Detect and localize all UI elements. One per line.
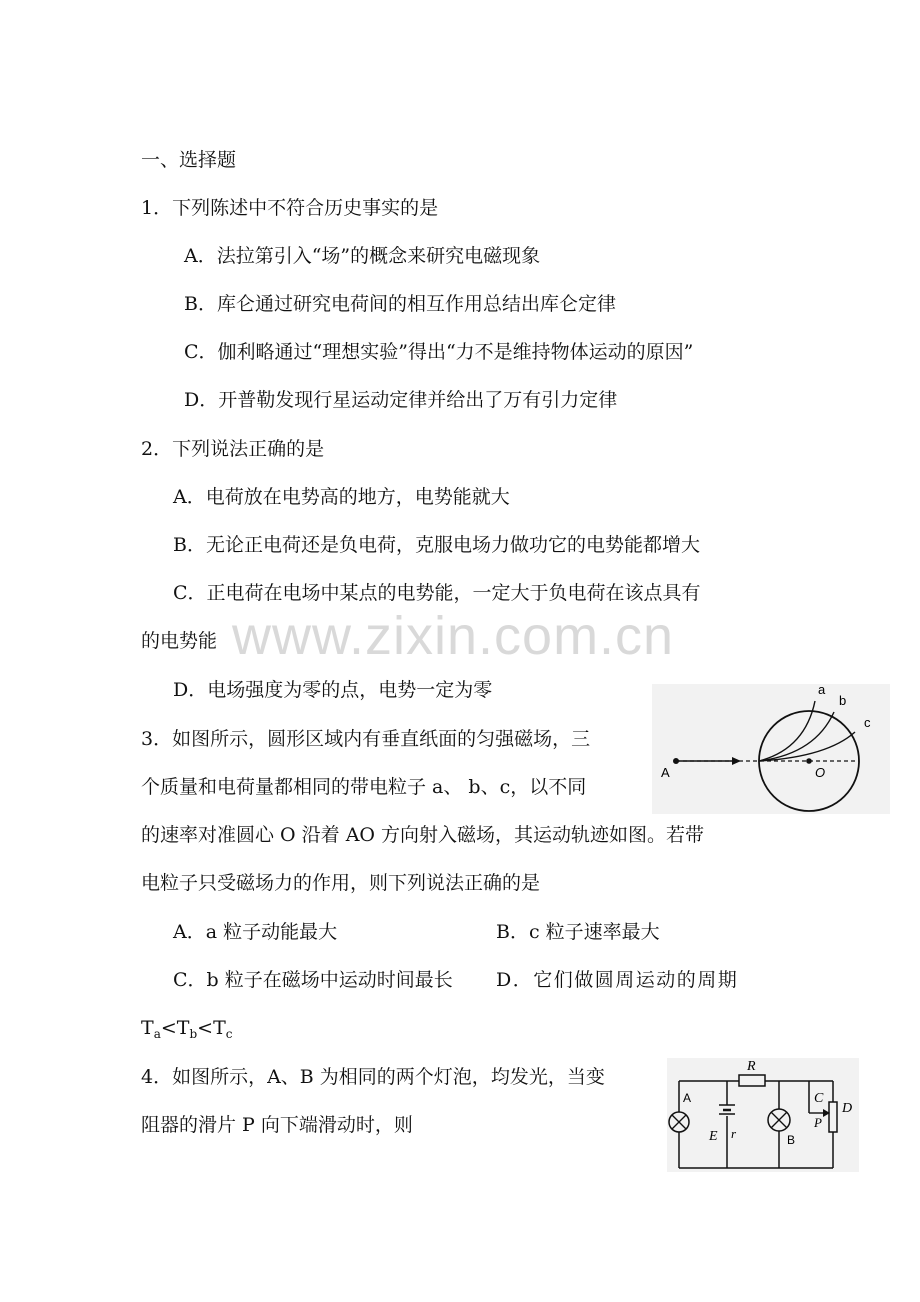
label-d: D	[842, 1101, 853, 1116]
question-2-option-b: B．无论正电荷还是负电荷，克服电场力做功它的电势能都增大	[173, 534, 700, 556]
question-1-option-b: B．库仑通过研究电荷间的相互作用总结出库仑定律	[184, 293, 616, 315]
label-b: b	[839, 693, 847, 708]
question-2-stem: 2．下列说法正确的是	[141, 438, 325, 460]
question-3-option-c: C．b 粒子在磁场中运动时间最长	[173, 969, 453, 991]
period-symbol: T	[141, 1017, 154, 1039]
resistor-r-icon	[739, 1075, 765, 1086]
question-3-period-relation	[141, 1016, 232, 1046]
center-o-dot	[806, 758, 812, 764]
label-lamp-a: A	[683, 1091, 692, 1105]
period-symbol: T	[176, 1017, 190, 1039]
watermark: www.zixin.com.cn	[232, 606, 675, 666]
question-1-option-d: D．开普勒发现行星运动定律并给出了万有引力定律	[184, 389, 618, 411]
point-a-dot	[673, 758, 679, 764]
label-r-internal: r	[731, 1126, 737, 1141]
section-title: 一、选择题	[141, 149, 237, 171]
label-e: E	[709, 1129, 718, 1144]
question-3-stem-line-1: 3．如图所示，圆形区域内有垂直纸面的匀强磁场，三	[141, 728, 591, 750]
label-c: C	[814, 1091, 824, 1106]
label-a: a	[818, 684, 826, 697]
question-3-stem-line-2: 个质量和电荷量都相同的带电粒子 a、 b、c，以不同	[141, 776, 587, 798]
question-4-stem-line-1: 4．如图所示，A、B 为相同的两个灯泡，均发光，当变	[141, 1066, 605, 1088]
question-2-option-a: A．电荷放在电势高的地方，电势能就大	[173, 486, 510, 508]
label-p: P	[814, 1115, 822, 1130]
magnetic-field-figure	[652, 684, 890, 814]
question-1-option-a: A．法拉第引入“场”的概念来研究电磁现象	[184, 245, 541, 267]
circuit-figure	[667, 1058, 859, 1172]
question-2-option-c: C．正电荷在电场中某点的电势能，一定大于负电荷在该点具有	[173, 582, 701, 604]
question-1-option-c: C．伽利略通过“理想实验”得出“力不是维持物体运动的原因”	[184, 341, 694, 363]
question-3-option-a: A．a 粒子动能最大	[173, 921, 338, 943]
question-2-option-d: D．电场强度为零的点，电势一定为零	[173, 679, 493, 701]
rheostat-icon	[829, 1102, 837, 1132]
question-3-option-d: D．它们做圆周运动的周期	[496, 969, 739, 991]
label-r: R	[747, 1059, 756, 1074]
less-than: <	[197, 1017, 214, 1039]
period-symbol: T	[213, 1017, 226, 1039]
label-c: c	[864, 715, 871, 730]
question-1-stem: 1．下列陈述中不符合历史事实的是	[141, 197, 439, 219]
less-than: <	[160, 1017, 177, 1039]
label-lamp-b: B	[787, 1133, 796, 1147]
question-4-stem-line-2: 阻器的滑片 P 向下端滑动时，则	[141, 1114, 413, 1136]
question-3-stem-line-4: 电粒子只受磁场力的作用，则下列说法正确的是	[141, 872, 541, 894]
question-3-option-b: B．c 粒子速率最大	[496, 921, 660, 943]
label-point-a: A	[661, 765, 670, 780]
label-center-o: O	[815, 765, 826, 780]
subscript-c: c	[225, 1027, 233, 1041]
subscript-b: b	[189, 1027, 198, 1041]
question-2-option-c-continued: 的电势能	[141, 630, 218, 652]
question-3-stem-line-3: 的速率对准圆心 O 沿着 AO 方向射入磁场，其运动轨迹如图。若带	[141, 824, 705, 846]
subscript-a: a	[153, 1027, 161, 1041]
